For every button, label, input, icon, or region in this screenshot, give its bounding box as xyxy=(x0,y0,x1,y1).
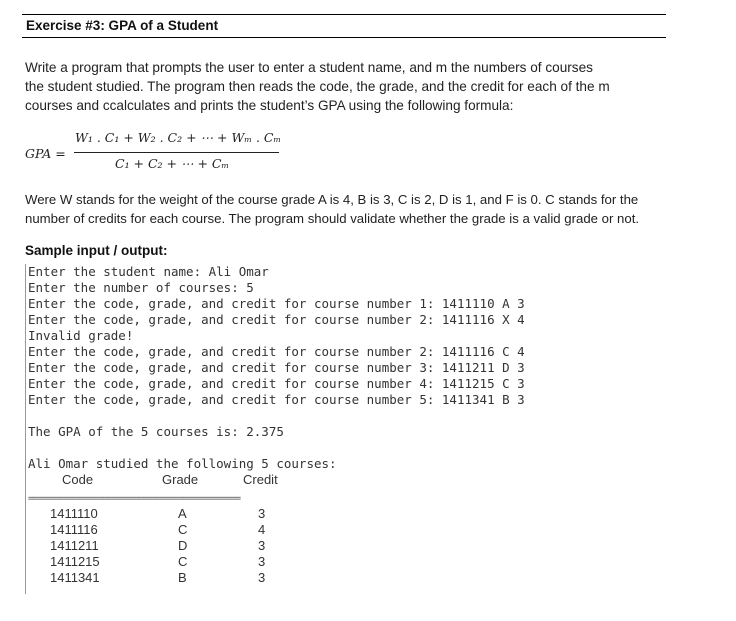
row-grade: C xyxy=(178,522,188,537)
formula-denominator: C₁ + C₂ + ⋯ + Cₘ xyxy=(115,156,230,171)
row-grade: C xyxy=(178,554,188,569)
row-code: 1411211 xyxy=(50,538,99,553)
row-grade: D xyxy=(178,538,188,553)
row-credit: 3 xyxy=(258,554,266,569)
explain-line-1: Were W stands for the weight of the course grade A is 4, B is 3, C is 2, D is 1, and F is 0. C stands for the xyxy=(25,192,639,207)
console-line: Invalid grade! xyxy=(28,328,134,343)
table-header-credit: Credit xyxy=(243,472,278,487)
intro-line-2: the student studied. The program then reads the code, the grade, and the credit for each of the m xyxy=(25,79,610,94)
console-line: Enter the number of courses: 5 xyxy=(28,280,254,295)
console-line: Enter the code, grade, and credit for course number 5: 1411341 B 3 xyxy=(28,392,525,407)
row-grade: B xyxy=(178,570,187,585)
formula-numerator: W₁ . C₁ + W₂ . C₂ + ⋯ + Wₘ . Cₘ xyxy=(75,130,282,145)
table-header-grade: Grade xyxy=(162,472,199,487)
formula-fraction-bar xyxy=(74,152,279,153)
row-credit: 3 xyxy=(258,506,266,521)
row-credit: 3 xyxy=(258,570,266,585)
explain-line-2: number of credits for each course. The program should validate whether the grade is a valid grade or not. xyxy=(25,211,640,226)
row-code: 1411110 xyxy=(50,506,98,521)
console-line: Enter the code, grade, and credit for course number 2: 1411116 X 4 xyxy=(28,312,525,327)
intro-line-3: courses and ccalculates and prints the student’s GPA using the following formula: xyxy=(25,98,514,113)
exercise-title-box xyxy=(22,14,666,38)
table-divider: ================================================ xyxy=(28,494,241,504)
row-credit: 3 xyxy=(258,538,266,553)
formula-lhs: GPA = xyxy=(25,146,66,161)
table-header-code: Code xyxy=(62,472,94,487)
console-line: Enter the code, grade, and credit for course number 2: 1411116 C 4 xyxy=(28,344,525,359)
console-output xyxy=(25,264,626,594)
console-line: Enter the code, grade, and credit for course number 4: 1411215 C 3 xyxy=(28,376,525,391)
row-grade: A xyxy=(178,506,187,521)
studied-line: Ali Omar studied the following 5 courses: xyxy=(28,456,337,471)
console-line: Enter the code, grade, and credit for course number 1: 1411110 A 3 xyxy=(28,296,525,311)
sample-label: Sample input / output: xyxy=(25,243,168,258)
row-code: 1411116 xyxy=(50,522,98,537)
console-line: Enter the code, grade, and credit for course number 3: 1411211 D 3 xyxy=(28,360,525,375)
row-code: 1411215 xyxy=(50,554,100,569)
exercise-title: Exercise #3: GPA of a Student xyxy=(26,18,219,33)
row-code: 1411341 xyxy=(50,570,100,585)
console-line: Enter the student name: Ali Omar xyxy=(28,264,269,279)
gpa-result-line: The GPA of the 5 courses is: 2.375 xyxy=(28,424,284,439)
row-credit: 4 xyxy=(258,522,266,537)
gpa-formula xyxy=(25,130,325,180)
intro-line-1: Write a program that prompts the user to enter a student name, and m the numbers of courses xyxy=(25,60,593,75)
